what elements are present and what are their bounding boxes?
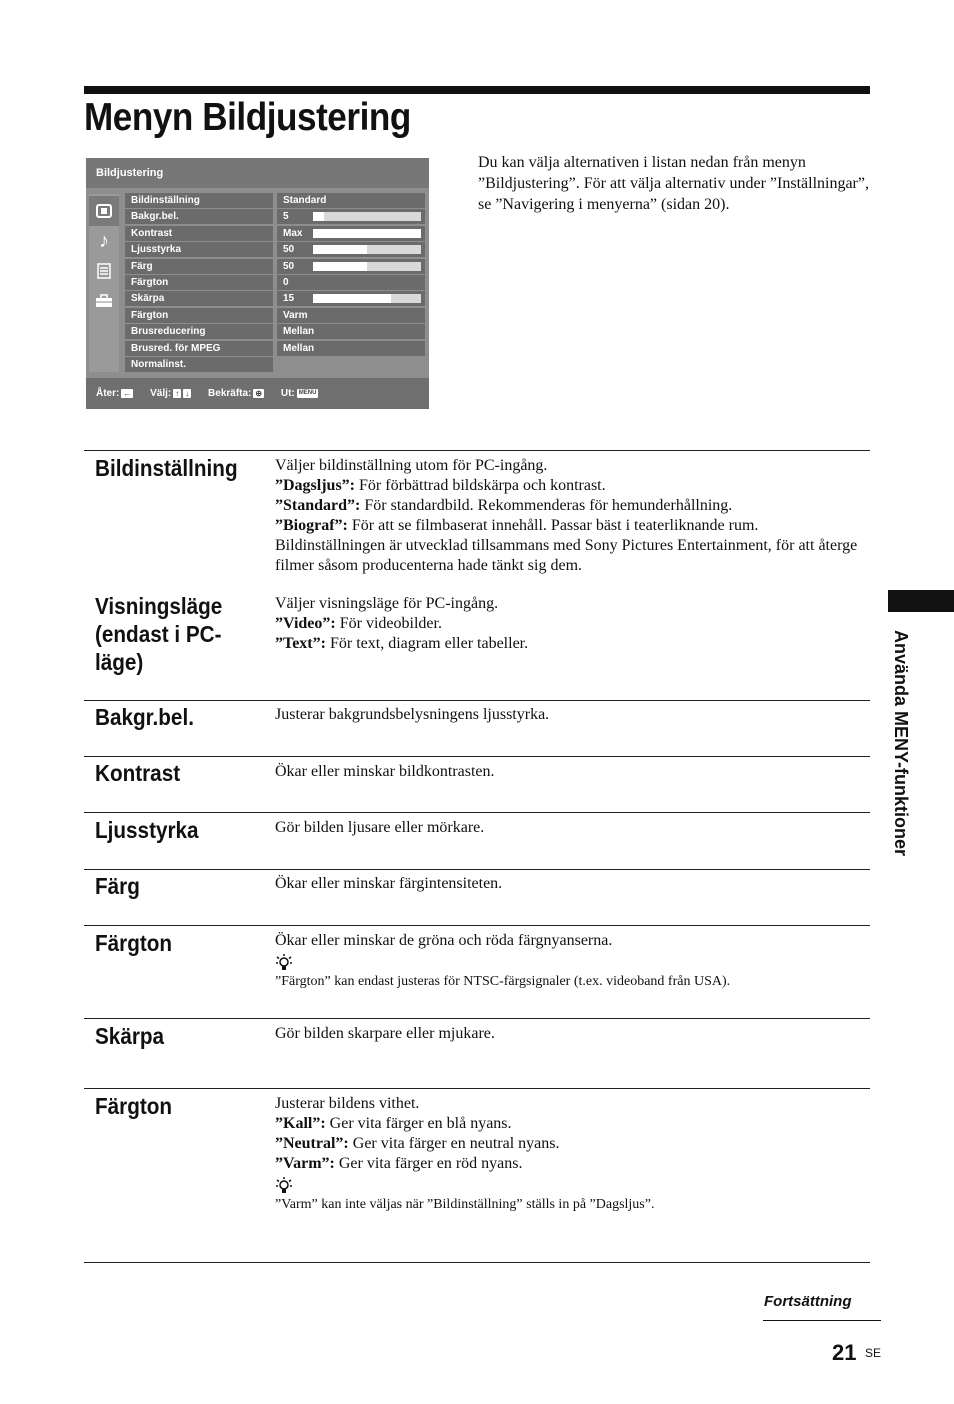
osd-row-value: Mellan — [277, 324, 425, 339]
osd-row — [125, 341, 427, 357]
tip-lightbulb-icon — [275, 953, 293, 973]
osd-row-label: Färgton — [125, 275, 273, 290]
page-title: Menyn Bildjustering — [84, 96, 411, 139]
desc-line: Väljer visningsläge för PC-ingång. — [275, 595, 499, 612]
osd-row-value: 50 — [283, 260, 295, 272]
osd-settings-list — [125, 193, 427, 373]
term-line: (endast i PC- — [95, 621, 222, 647]
option-key: ”Neutral”: — [275, 1135, 349, 1152]
desc-fargton — [275, 931, 871, 991]
osd-row-value: 5 — [283, 211, 289, 223]
term-fargton-vithet: Färgton — [95, 1093, 173, 1119]
osd-row-value-cell — [277, 242, 425, 257]
osd-row-value: 0 — [277, 275, 425, 290]
desc-line — [275, 1114, 871, 1134]
desc-line — [275, 1154, 871, 1174]
desc-visningslage — [275, 594, 871, 654]
osd-row-value: Mellan — [277, 341, 425, 356]
osd-row — [125, 226, 427, 242]
row-divider — [84, 869, 870, 870]
osd-row — [125, 357, 427, 373]
osd-title: Bildjustering — [86, 158, 429, 188]
exit-label: Ut: — [280, 388, 295, 399]
desc-ljusstyrka: Gör bilden ljusare eller mörkare. — [275, 819, 485, 836]
osd-row-value-cell — [277, 209, 425, 224]
continuation-label: Fortsättning — [764, 1293, 852, 1310]
desc-line — [275, 516, 871, 536]
option-text: Ger vita färger en blå nyans. — [325, 1115, 512, 1132]
osd-row-label: Skärpa — [125, 291, 273, 306]
level-bar — [313, 245, 421, 254]
toolbox-icon — [89, 286, 119, 316]
osd-row-label: Normalinst. — [125, 357, 273, 372]
list-icon — [89, 256, 119, 286]
osd-row — [125, 209, 427, 225]
level-bar-fill — [313, 212, 324, 221]
level-bar — [313, 229, 421, 238]
osd-row-value: 50 — [283, 244, 295, 256]
option-text: För standardbild. Rekommenderas för hemunderhållning. — [360, 497, 733, 514]
term-skarpa: Skärpa — [95, 1023, 165, 1049]
level-bar-fill — [313, 262, 367, 271]
osd-row-value: Standard — [277, 193, 425, 208]
term-fargton: Färgton — [95, 930, 173, 956]
option-key: ”Varm”: — [275, 1155, 335, 1172]
desc-kontrast: Ökar eller minskar bildkontrasten. — [275, 763, 495, 780]
side-section-label: Använda MENY-funktioner — [891, 630, 911, 857]
arrow-down-icon: ↓ — [185, 388, 190, 398]
term-visningslage — [95, 592, 222, 676]
osd-row-label: Brusred. för MPEG — [125, 341, 273, 356]
option-key: ”Text”: — [275, 635, 326, 652]
osd-row-value-cell — [277, 259, 425, 274]
row-divider — [84, 1088, 870, 1089]
arrow-up-icon: ↑ — [175, 388, 180, 398]
osd-row-label: Brusreducering — [125, 324, 273, 339]
desc-line — [275, 476, 871, 496]
osd-row-label: Färgton — [125, 308, 273, 323]
music-note-icon: ♪ — [99, 229, 109, 252]
tip-lightbulb-icon — [275, 1176, 293, 1196]
side-tab-marker — [888, 590, 954, 612]
osd-row-label: Ljusstyrka — [125, 242, 273, 257]
enter-icon: ⊕ — [255, 388, 263, 398]
option-text: För videobilder. — [335, 615, 442, 632]
osd-menu-screenshot — [86, 158, 429, 409]
option-text: För text, diagram eller tabeller. — [325, 635, 529, 652]
osd-row — [125, 275, 427, 291]
arrow-left-icon: ← — [123, 388, 132, 398]
term-farg: Färg — [95, 873, 140, 899]
osd-row-value: 15 — [283, 293, 295, 305]
osd-row-label: Färg — [125, 259, 273, 274]
level-bar-fill — [313, 229, 421, 238]
row-divider — [84, 812, 870, 813]
select-label: Välj: — [150, 388, 172, 399]
row-divider — [84, 756, 870, 757]
desc-line: Justerar bildens vithet. — [275, 1095, 420, 1112]
term-ljusstyrka: Ljusstyrka — [95, 817, 199, 843]
osd-row — [125, 242, 427, 258]
term-bildinstallning: Bildinställning — [95, 455, 238, 481]
row-divider — [84, 1018, 870, 1019]
desc-line — [275, 614, 871, 634]
term-kontrast: Kontrast — [95, 760, 181, 786]
level-bar — [313, 294, 421, 303]
osd-row — [125, 291, 427, 307]
term-line: Visningsläge — [95, 593, 223, 619]
desc-bakgrbel: Justerar bakgrundsbelysningens ljusstyrka. — [275, 706, 550, 723]
osd-row-value-cell — [277, 226, 425, 241]
option-key: ”Video”: — [275, 615, 336, 632]
desc-line: Väljer bildinställning utom för PC-ingång. — [275, 457, 548, 474]
desc-line — [275, 496, 871, 516]
osd-row — [125, 324, 427, 340]
desc-bildinstallning — [275, 456, 871, 576]
option-key: ”Biograf”: — [275, 517, 348, 534]
confirm-label: Bekräfta: — [208, 388, 252, 399]
row-divider — [84, 700, 870, 701]
row-divider — [84, 450, 870, 451]
osd-footer — [86, 378, 429, 409]
level-bar — [313, 212, 421, 221]
row-divider — [84, 925, 870, 926]
osd-row-value: Max — [283, 227, 303, 239]
option-text: Ger vita färger en neutral nyans. — [348, 1135, 560, 1152]
option-key: ”Standard”: — [275, 497, 361, 514]
option-key: ”Dagsljus”: — [275, 477, 356, 494]
level-bar — [313, 262, 421, 271]
page-suffix: SE — [865, 1346, 882, 1360]
intro-paragraph: Du kan välja alternativen i listan nedan från menyn ”Bildjustering”. För att välja alternativ under ”Inställningar”, se ”Navigering i menyerna” (sidan 20). — [478, 154, 869, 213]
osd-row-value — [277, 357, 425, 372]
osd-row-value-cell — [277, 291, 425, 306]
option-text: För förbättrad bildskärpa och kontrast. — [355, 477, 606, 494]
osd-row-label: Kontrast — [125, 226, 273, 241]
level-bar-fill — [313, 245, 367, 254]
picture-icon — [89, 196, 119, 226]
page-number: 21 — [832, 1340, 857, 1365]
back-label: Åter: — [96, 388, 120, 399]
continuation-rule — [763, 1320, 881, 1321]
osd-row — [125, 193, 427, 209]
menu-key: MENU — [298, 389, 317, 396]
desc-fargton-vithet — [275, 1094, 871, 1214]
level-bar-fill — [313, 294, 391, 303]
desc-line — [275, 634, 871, 654]
desc-line: Ökar eller minskar de gröna och röda färgnyanserna. — [275, 932, 613, 949]
desc-line — [275, 1134, 871, 1154]
osd-row-label: Bildinställning — [125, 193, 273, 208]
tip-note: ”Varm” kan inte väljas när ”Bildinställning” ställs in på ”Dagsljus”. — [275, 1197, 655, 1212]
desc-farg: Ökar eller minskar färgintensiteten. — [275, 875, 503, 892]
osd-row — [125, 308, 427, 324]
osd-row — [125, 259, 427, 275]
option-key: ”Kall”: — [275, 1115, 326, 1132]
tip-note: ”Färgton” kan endast justeras för NTSC-färgsignaler (t.ex. videoband från USA). — [275, 974, 731, 989]
term-line: läge) — [95, 649, 144, 675]
desc-line: Bildinställningen är utvecklad tillsammans med Sony Pictures Entertainment, för att återge filmer såsom producenterna hade tänkt sig dem. — [275, 537, 858, 574]
osd-row-value: Varm — [277, 308, 425, 323]
term-bakgrbel: Bakgr.bel. — [95, 704, 194, 730]
option-text: Ger vita färger en röd nyans. — [334, 1155, 523, 1172]
desc-skarpa: Gör bilden skarpare eller mjukare. — [275, 1025, 495, 1042]
option-text: För att se filmbaserat innehåll. Passar bäst i teaterliknande rum. — [347, 517, 759, 534]
osd-row-label: Bakgr.bel. — [125, 209, 273, 224]
title-rule — [84, 86, 870, 94]
table-bottom-rule — [84, 1262, 870, 1263]
